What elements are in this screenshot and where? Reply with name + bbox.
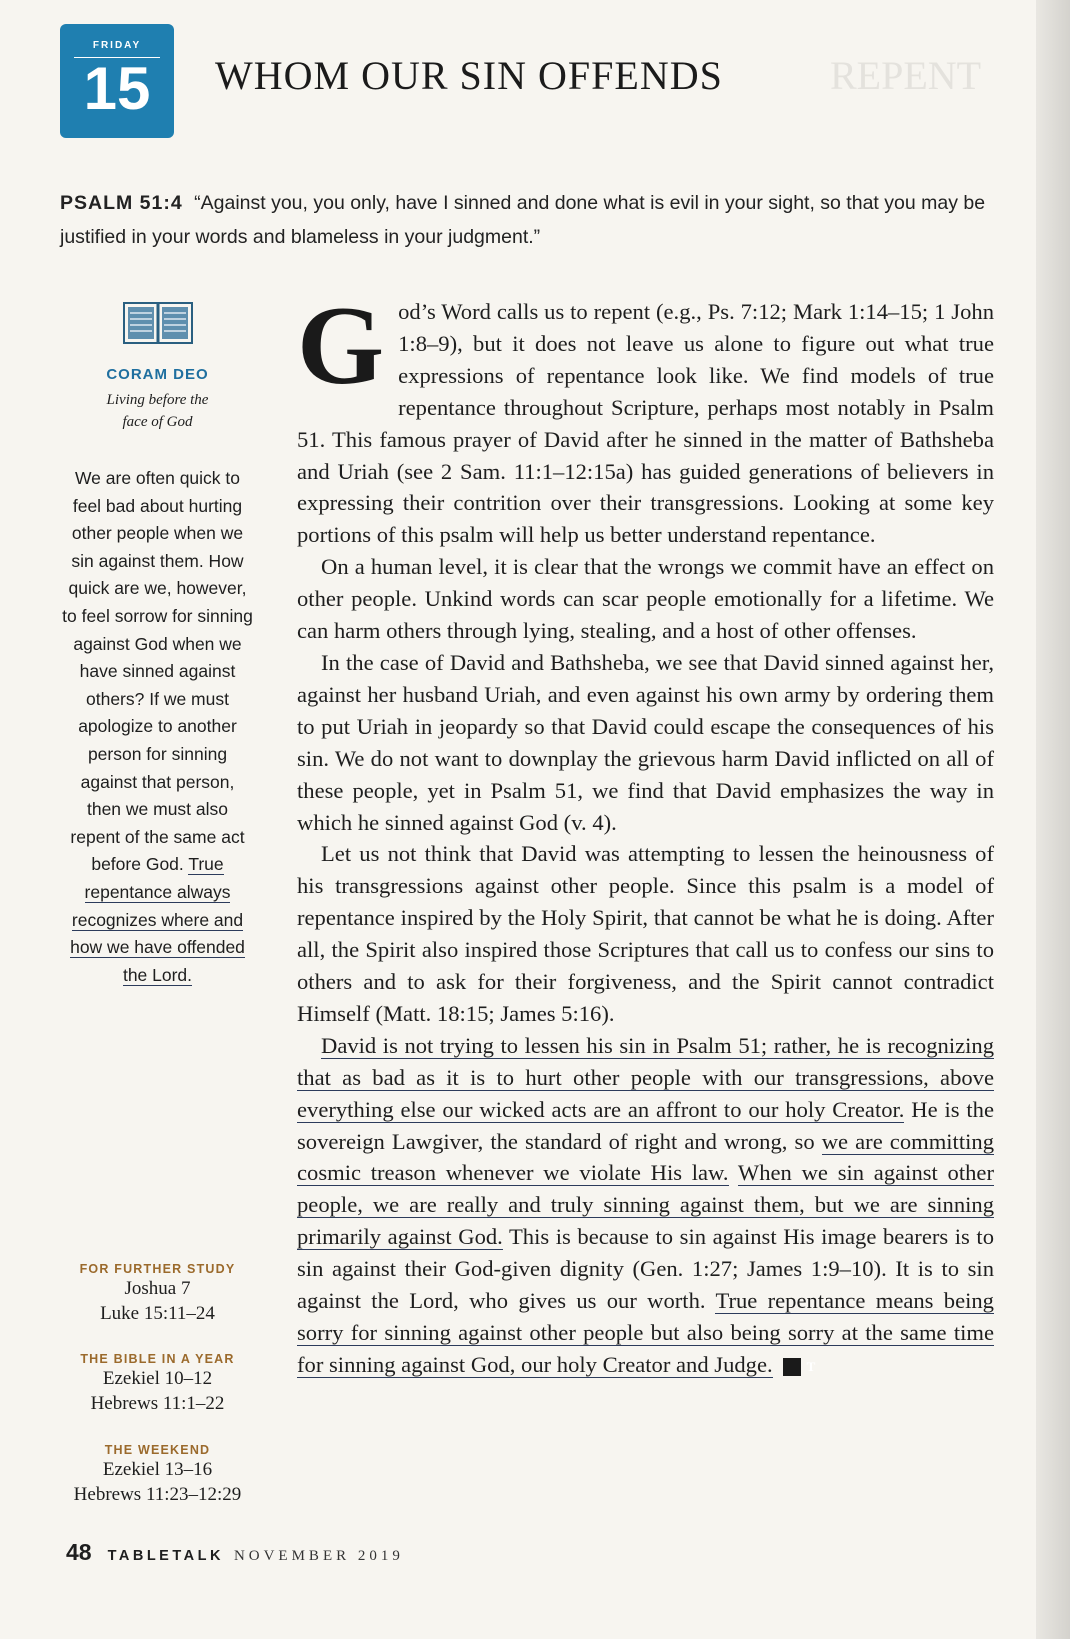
bible-in-a-year	[60, 1352, 255, 1416]
page-footer	[66, 1539, 404, 1566]
underlined-text: we are committing cosmic treason whenever we violate His law.	[297, 1128, 994, 1186]
open-book-icon	[122, 300, 194, 346]
date-number: 15	[83, 55, 151, 122]
bible-in-a-year-item: Ezekiel 10–12	[102, 1368, 213, 1389]
coram-deo-subtitle-line2: face of God	[122, 414, 193, 430]
underlined-text: David is not trying to lessen his sin in Psalm 51; rather, he is recognizing that as bad as it is to hurt other people with our transgressions, above everything else our wicked acts are an affront to our holy Creator.	[297, 1032, 994, 1122]
article-body	[297, 284, 995, 1381]
coram-deo-subtitle	[60, 389, 255, 433]
underlined-text: True repentance means being sorry for sinning against other people but also being sorry at the same time for sinning against God, our holy Creator and Judge.	[297, 1288, 994, 1377]
magazine-name: TABLETALK	[107, 1548, 224, 1564]
further-study-item: Joshua 7	[124, 1278, 191, 1299]
article-text	[729, 1160, 738, 1185]
article-paragraph	[297, 284, 994, 551]
weekend-reading	[60, 1443, 255, 1507]
coram-deo-sidebar	[60, 300, 255, 989]
coram-deo-subtitle-line1: Living before the	[106, 392, 209, 408]
scripture-text: “Against you, you only, have I sinned and done what is evil in your sight, so that you may be justified in your words and blameless in your judgment.”	[60, 192, 986, 248]
drop-cap: G	[297, 284, 385, 408]
article-paragraph: In the case of David and Bathsheba, we see that David sinned against her, against her husband Uriah, and even against his own army by ordering them to put Uriah in jeopardy so that David could escape the consequences of his sin. We do not want to downplay the grievous harm David inflicted on all of these people, yet in Psalm 51, we find that David emphasizes the way in which he sinned against God (v. 4).	[297, 649, 994, 835]
bleed-through-title: REPENT	[830, 53, 982, 98]
date-badge	[60, 24, 174, 138]
underlined-text: When we sin against other people, we are really and truly sinning against them, but we are sinning primarily against God.	[297, 1160, 994, 1250]
weekend-item: Ezekiel 13–16	[102, 1459, 213, 1480]
article-text: od’s Word calls us to repent (e.g., Ps. 7:12; Mark 1:14–15; 1 John 1:8–9), but it does not leave us alone to figure out what true expressions of repentance look like. We find models of true repentance throughout Scripture, perhaps most notably in Psalm 51. This famous prayer of David after he sinned in the matter of Bathsheba and Uriah (see 2 Sam. 11:1–12:15a) has guided generations of believers in expressing their contrition over their transgressions. Looking at some key portions of this psalm will help us better understand repentance.	[297, 299, 994, 548]
scripture-reference: PSALM 51:4	[60, 192, 183, 214]
bible-in-a-year-heading: THE BIBLE IN A YEAR	[80, 1352, 235, 1366]
bible-in-a-year-item: Hebrews 11:1–22	[90, 1393, 225, 1414]
page-title: WHOM OUR SIN OFFENDS	[215, 53, 723, 98]
article-text: He is the sovereign Lawgiver, the standard of right and wrong, so	[297, 1096, 995, 1154]
weekend-item: Hebrews 11:23–12:29	[73, 1484, 242, 1505]
article-paragraph	[297, 1030, 994, 1381]
scripture-passage	[60, 186, 995, 254]
further-study-heading: FOR FURTHER STUDY	[79, 1262, 236, 1276]
coram-deo-text: We are often quick to feel bad about hurting other people when we sin against them. How quick are we, however, to feel sorrow for sinning against God when we have sinned against others? If we must apologize to another person for sinning against that person, then we must also repent of the same act before God.	[62, 468, 253, 875]
article-paragraph: On a human level, it is clear that the wrongs we commit have an effect on other people. Unkind words can scar people emotionally for a lifetime. We can harm others through lying, stealing, and a host of other offenses.	[297, 554, 994, 644]
day-label: FRIDAY	[92, 40, 142, 51]
coram-deo-underlined-text: True repentance always recognizes where and how we have offended the Lord.	[70, 854, 245, 985]
further-study	[60, 1262, 255, 1326]
weekend-heading: THE WEEKEND	[104, 1443, 211, 1457]
article-paragraph: Let us not think that David was attempting to lessen the heinousness of his transgressions against other people. Since this psalm is a model of repentance inspired by the Holy Spirit, that cannot be what he is doing. After all, the Spirit also inspired those Scriptures that call us to confess our sins to others and to ask for their forgiveness, and the Spirit cannot contradict Himself (Matt. 18:15; James 5:16).	[297, 841, 994, 1026]
coram-deo-title: CORAM DEO	[106, 366, 209, 383]
page-number: 48	[66, 1539, 92, 1565]
article-text: This is because to sin against His image bearers is to sin against their God-given dignity (Gen. 1:27; James 1:9–10). It is to sin against the Lord, who gives us our worth.	[297, 1224, 994, 1314]
further-study-item: Luke 15:11–24	[100, 1303, 215, 1324]
coram-deo-body	[60, 465, 255, 989]
issue-date: NOVEMBER 2019	[233, 1548, 404, 1564]
tabletalk-end-mark-icon: T	[783, 1358, 801, 1376]
page-edge	[1036, 0, 1070, 1639]
